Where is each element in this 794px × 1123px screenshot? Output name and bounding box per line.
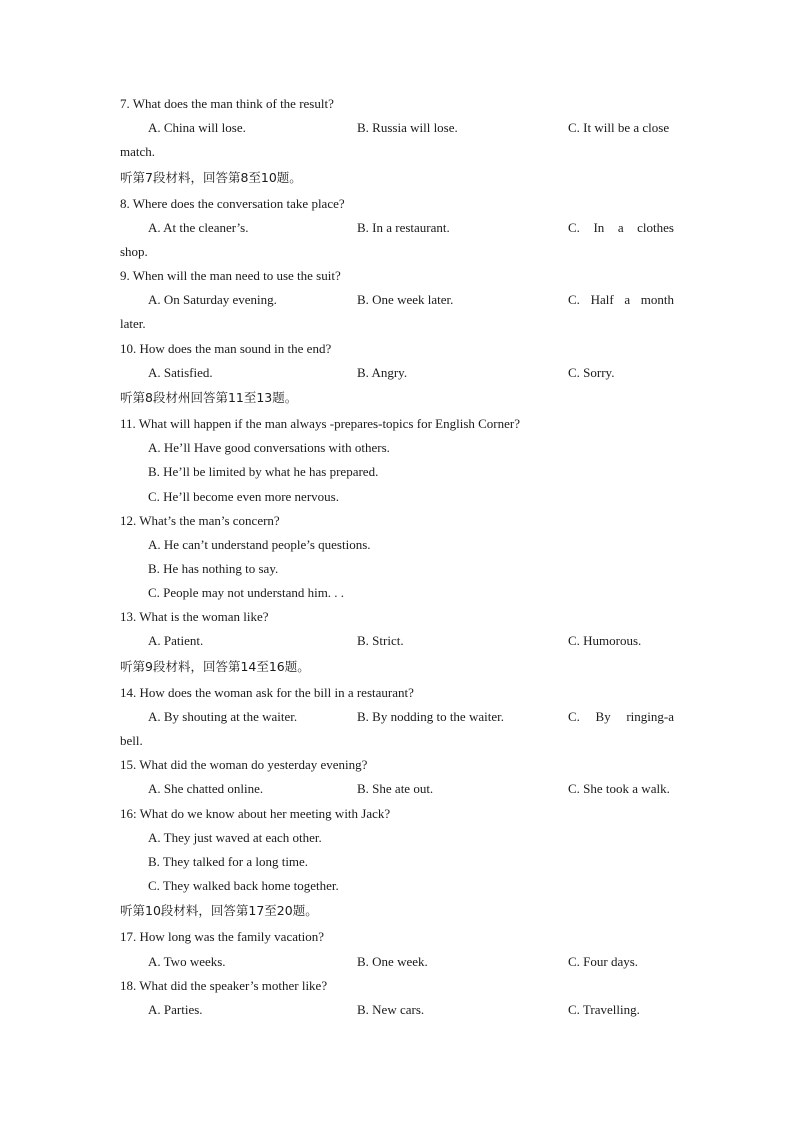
question-14: 14. How does the woman ask for the bill in a restaurant? <box>120 685 414 700</box>
question-8: 8. Where does the conversation take place? <box>120 196 345 211</box>
q18-option-c: C. Travelling. <box>568 1002 640 1017</box>
q17-option-b: B. One week. <box>357 954 428 969</box>
q15-option-c: C. She took a walk. <box>568 781 670 796</box>
question-13: 13. What is the woman like? <box>120 609 269 624</box>
section-7-instruction: 听第7段材料，回答第8至10题。 <box>120 170 302 185</box>
q10-option-b: B. Angry. <box>357 365 408 380</box>
q16-option-c: C. They walked back home together. <box>148 878 339 893</box>
q18-option-a: A. Parties. <box>148 1002 203 1017</box>
q9-option-c-word: month <box>640 292 674 307</box>
question-10: 10. How does the man sound in the end? <box>120 341 332 356</box>
q9-option-c <box>568 292 674 308</box>
question-16: 16: What do we know about her meeting with Jack? <box>120 806 391 821</box>
q7-option-a: A. China will lose. <box>148 120 246 135</box>
q14-option-b: B. By nodding to the waiter. <box>357 709 504 724</box>
q8-option-c-word: In <box>593 220 605 235</box>
q15-option-b: B. She ate out. <box>357 781 434 796</box>
question-11: 11. What will happen if the man always -prepares-topics for English Corner? <box>120 416 520 431</box>
question-9: 9. When will the man need to use the suit? <box>120 268 341 283</box>
question-18: 18. What did the speaker’s mother like? <box>120 978 328 993</box>
q9-option-c-word: Half <box>590 292 614 307</box>
q8-option-c-word: C. <box>568 220 580 235</box>
q17-option-c: C. Four days. <box>568 954 639 969</box>
q8-option-c <box>568 220 674 236</box>
q11-option-a: A. He’ll Have good conversations with others. <box>148 440 390 455</box>
q14-option-a: A. By shouting at the waiter. <box>148 709 298 724</box>
q9-option-c-word: C. <box>568 292 580 307</box>
q10-option-a: A. Satisfied. <box>148 365 213 380</box>
q14-option-c-word: C. <box>568 709 580 724</box>
q14-option-c-word: ringing-a <box>626 709 674 724</box>
q13-option-b: B. Strict. <box>357 633 404 648</box>
q14-option-c <box>568 709 674 725</box>
question-17: 17. How long was the family vacation? <box>120 929 324 944</box>
q17-option-a: A. Two weeks. <box>148 954 226 969</box>
q9-option-a: A. On Saturday evening. <box>148 292 277 307</box>
q13-option-c: C. Humorous. <box>568 633 642 648</box>
q18-option-b: B. New cars. <box>357 1002 425 1017</box>
q8-option-b: B. In a restaurant. <box>357 220 450 235</box>
q8-option-c-word: clothes <box>637 220 674 235</box>
q12-option-a: A. He can’t understand people’s questions. <box>148 537 371 552</box>
q8-option-c-continued: shop. <box>120 244 148 259</box>
q14-option-c-word: By <box>595 709 611 724</box>
q8-option-a: A. At the cleaner’s. <box>148 220 249 235</box>
q15-option-a: A. She chatted online. <box>148 781 264 796</box>
q9-option-c-continued: later. <box>120 316 146 331</box>
q12-option-b: B. He has nothing to say. <box>148 561 279 576</box>
q7-option-c: C. It will be a close <box>568 120 670 135</box>
q10-option-c: C. Sorry. <box>568 365 615 380</box>
q12-option-c: C. People may not understand him. . . <box>148 585 345 600</box>
q16-option-b: B. They talked for a long time. <box>148 854 309 869</box>
q13-option-a: A. Patient. <box>148 633 204 648</box>
q7-option-c-continued: match. <box>120 144 156 159</box>
q9-option-c-word: a <box>624 292 631 307</box>
q9-option-b: B. One week later. <box>357 292 454 307</box>
q16-option-a: A. They just waved at each other. <box>148 830 322 845</box>
q11-option-c: C. He’ll become even more nervous. <box>148 489 339 504</box>
question-7: 7. What does the man think of the result? <box>120 96 334 111</box>
question-15: 15. What did the woman do yesterday evening? <box>120 757 368 772</box>
q8-option-c-word: a <box>617 220 624 235</box>
question-12: 12. What’s the man’s concern? <box>120 513 280 528</box>
section-8-instruction: 听第8段材州回答第11至13题。 <box>120 390 298 405</box>
q7-option-b: B. Russia will lose. <box>357 120 458 135</box>
q11-option-b: B. He’ll be limited by what he has prepared. <box>148 464 379 479</box>
q14-option-c-continued: bell. <box>120 733 143 748</box>
section-9-instruction: 听第9段材料，回答第14至16题。 <box>120 659 310 674</box>
section-10-instruction: 听第10段材料，回答第17至20题。 <box>120 903 318 918</box>
